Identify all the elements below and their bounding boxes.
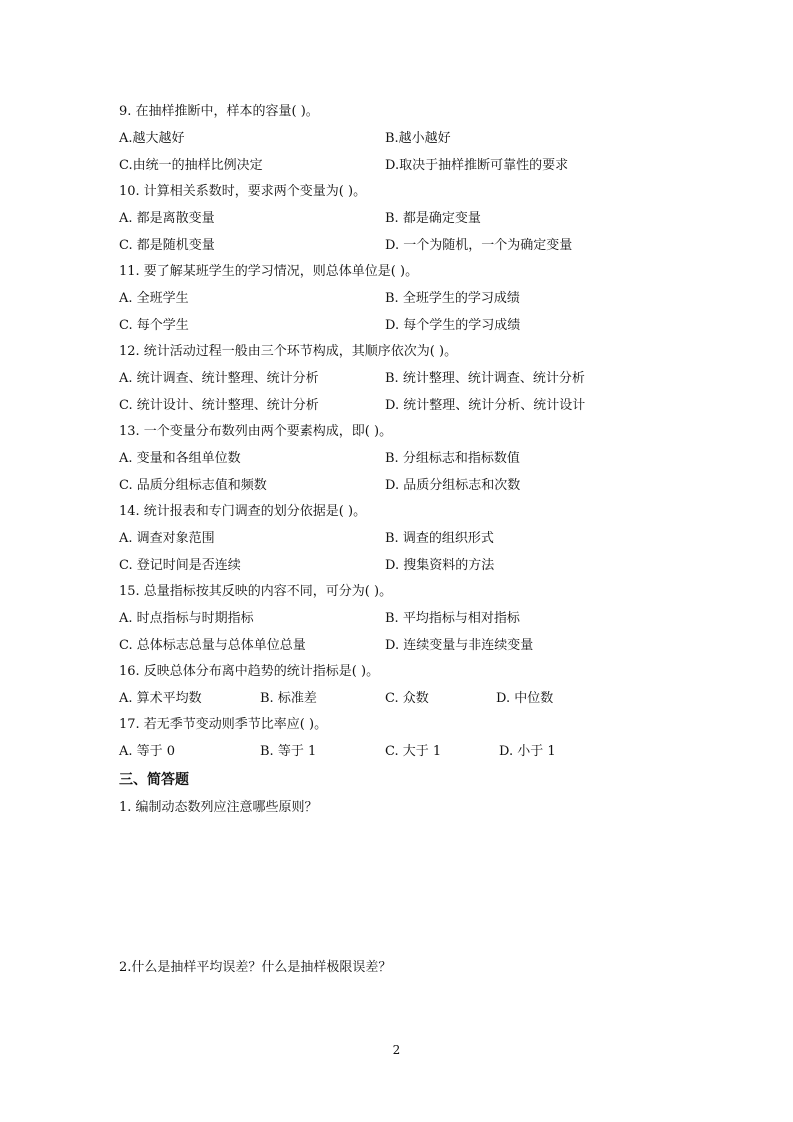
question-12-option-d: D. 统计整理、统计分析、统计设计 <box>385 398 586 413</box>
question-13-option-c: C. 品质分组标志值和频数 <box>119 478 267 493</box>
question-17-option-c: C. 大于 1 <box>385 744 442 759</box>
question-16-stem: 16. 反映总体分布离中趋势的统计指标是( )。 <box>119 664 380 679</box>
question-11-option-c: C. 每个学生 <box>119 318 189 333</box>
question-9-option-d: D.取决于抽样推断可靠性的要求 <box>385 158 569 173</box>
question-9-option-a: A.越大越好 <box>119 131 185 146</box>
question-9-stem: 9. 在抽样推断中，样本的容量( )。 <box>119 104 319 119</box>
question-15-option-d: D. 连续变量与非连续变量 <box>385 638 534 653</box>
question-13-option-d: D. 品质分组标志和次数 <box>385 478 521 493</box>
question-11-option-b: B. 全班学生的学习成绩 <box>385 291 520 306</box>
question-10-option-a: A. 都是离散变量 <box>119 211 215 226</box>
question-16-option-d: D. 中位数 <box>496 691 554 706</box>
question-14-option-b: B. 调查的组织形式 <box>385 531 494 546</box>
question-16-option-c: C. 众数 <box>385 691 429 706</box>
question-16-option-b: B. 标准差 <box>260 691 317 706</box>
question-13-option-b: B. 分组标志和指标数值 <box>385 451 520 466</box>
question-12-option-a: A. 统计调查、统计整理、统计分析 <box>119 371 319 386</box>
question-12-option-b: B. 统计整理、统计调查、统计分析 <box>385 371 585 386</box>
short-answer-1: 1. 编制动态数列应注意哪些原则？ <box>119 800 318 815</box>
question-10-option-d: D. 一个为随机，一个为确定变量 <box>385 238 573 253</box>
question-15-option-a: A. 时点指标与时期指标 <box>119 611 254 626</box>
question-14-option-a: A. 调查对象范围 <box>119 531 215 546</box>
question-13-option-a: A. 变量和各组单位数 <box>119 451 241 466</box>
question-15-option-c: C. 总体标志总量与总体单位总量 <box>119 638 306 653</box>
question-10-stem: 10. 计算相关系数时，要求两个变量为( )。 <box>119 184 367 199</box>
question-12-stem: 12. 统计活动过程一般由三个环节构成，其顺序依次为( )。 <box>119 344 458 359</box>
question-17-option-a: A. 等于 0 <box>119 744 176 759</box>
question-10-option-c: C. 都是随机变量 <box>119 238 215 253</box>
question-15-option-b: B. 平均指标与相对指标 <box>385 611 520 626</box>
question-17-option-b: B. 等于 1 <box>260 744 317 759</box>
question-14-option-c: C. 登记时间是否连续 <box>119 558 241 573</box>
question-17-stem: 17. 若无季节变动则季节比率应( )。 <box>119 717 328 732</box>
question-9-option-c: C.由统一的抽样比例决定 <box>119 158 263 173</box>
question-16-option-a: A. 算术平均数 <box>119 691 202 706</box>
question-10-option-b: B. 都是确定变量 <box>385 211 481 226</box>
question-14-stem: 14. 统计报表和专门调查的划分依据是( )。 <box>119 504 367 519</box>
section-heading: 三、简答题 <box>119 772 189 788</box>
page-number: 2 <box>392 1043 401 1057</box>
question-13-stem: 13. 一个变量分布数列由两个要素构成，即( )。 <box>119 424 393 439</box>
question-14-option-d: D. 搜集资料的方法 <box>385 558 495 573</box>
short-answer-2: 2.什么是抽样平均误差？什么是抽样极限误差？ <box>119 960 392 975</box>
question-9-option-b: B.越小越好 <box>385 131 451 146</box>
question-11-option-a: A. 全班学生 <box>119 291 189 306</box>
question-12-option-c: C. 统计设计、统计整理、统计分析 <box>119 398 319 413</box>
question-15-stem: 15. 总量指标按其反映的内容不同，可分为( )。 <box>119 584 393 599</box>
question-11-option-d: D. 每个学生的学习成绩 <box>385 318 521 333</box>
question-11-stem: 11. 要了解某班学生的学习情况，则总体单位是( )。 <box>119 264 419 279</box>
question-17-option-d: D. 小于 1 <box>499 744 556 759</box>
